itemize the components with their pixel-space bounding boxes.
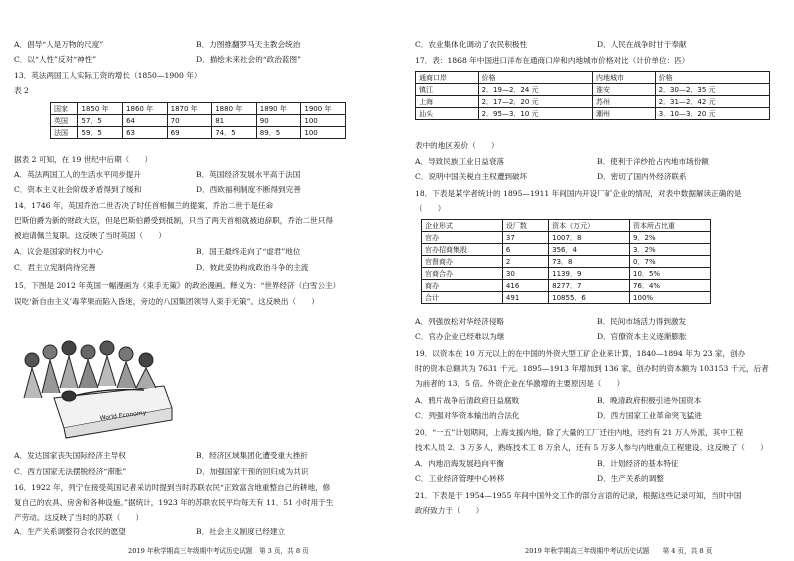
left-page-footer: 2019 年秋学期高三年级期中考试历史试题 第 3 页，共 8 页: [128, 547, 309, 555]
q17-option-a: A．导致民族工业日益衰落: [415, 157, 505, 166]
table-cell: 2．19—2．24 元: [478, 84, 592, 96]
table-cell: 上海: [416, 96, 479, 108]
q16-line-3: 产劳动。这反映了当时的苏联（ ）: [14, 513, 144, 522]
cartoon-caption: World Economy: [99, 409, 147, 422]
table-header-cell: 资本所占比重: [630, 220, 711, 232]
q20-line-1: 20．“一五”计划期间，上海支援内地，除了大量的工厂迁往内地，还约有 21 万人外派，其中工程: [415, 428, 744, 437]
table-header-cell: 1900 年: [301, 103, 346, 115]
q19-option-c: C．列强对华资本输出的合法化: [415, 411, 520, 420]
table-row: [416, 84, 770, 96]
table-cell: 63: [123, 127, 168, 139]
table-cell: 官办招商集股: [422, 244, 503, 256]
table-cell: 2．31—2．42 元: [655, 96, 769, 108]
q17-option-b: B．使利于洋纱抢占内地市场份额: [597, 157, 709, 166]
table-cell: 8277．7: [549, 280, 630, 292]
table-cell: 法国: [51, 127, 78, 139]
table-cell: 9．2%: [630, 232, 711, 244]
q20-line-2: 技术人员 2．3 万多人，熟练技术工 8 万余人，还有 5 万多人参与内地重点工程建设。这反映了（ ）: [415, 443, 768, 452]
q15-option-c: C．西方国家无法摆脱经济“滞胀”: [14, 467, 127, 476]
table-header-cell: 1860 年: [123, 103, 168, 115]
table-cell: 2．30—2．35 元: [655, 84, 769, 96]
q14-line-3: 被迫请佩兰复职。这反映了当时英国（ ）: [14, 231, 166, 240]
table-cell: 商办: [422, 280, 503, 292]
table-cell: 74．5: [212, 127, 257, 139]
table-header-cell: 1870 年: [167, 103, 212, 115]
table-cell: 官办: [422, 232, 503, 244]
q19-option-d: D．西方国家工业革命突飞猛进: [597, 411, 702, 420]
table-cell: 官督商办: [422, 256, 503, 268]
table-header-cell: 通商口岸: [416, 72, 479, 84]
table-cell: 90: [256, 115, 301, 127]
table-row: [416, 108, 770, 120]
table-cell: 10855．6: [549, 292, 630, 304]
table-row: [416, 96, 770, 108]
table-cell: 2: [502, 256, 548, 268]
table-cell: 3．2%: [630, 244, 711, 256]
table-cell: 30: [502, 268, 548, 280]
q18-line-1: 18．下表是某学者统计的 1895—1911 年间国内开设厂矿企业的情况，对表中数据解读正确的是: [415, 189, 742, 198]
q13-option-a: A．英法两国工人的生活水平同步提升: [14, 170, 141, 179]
q13-table-label: 表 2: [14, 86, 29, 95]
table-cell: 73．8: [549, 256, 630, 268]
table-cell: 76．4%: [630, 280, 711, 292]
q16-option-c: C．农业集体化调动了农民积极性: [415, 40, 528, 49]
table-cell: 英国: [51, 115, 78, 127]
q13-stem: 13．英法两国工人实际工资的增长（1850—1900 年）: [14, 71, 202, 80]
q15-line-1: 15．下图是 2012 年英国一幅漫画为《束手无策》的政治漫画。释义为：“世界经济（白雪公主）: [14, 281, 341, 290]
q17-price-table: [415, 71, 770, 120]
table-cell: 6: [502, 244, 548, 256]
q16-line-2: 复自己的农具、房舍和各种设施。”据统计，1923 年的苏联农民平均每天有 11．51 小时用于生: [14, 498, 334, 507]
table-cell: 10．5%: [630, 268, 711, 280]
table-row: [422, 280, 711, 292]
table-header-row: [422, 220, 711, 232]
table-header-cell: 价格: [655, 72, 769, 84]
q17-option-c: C．说明中国关税自主权遭到破坏: [415, 172, 528, 181]
table-cell: 69: [167, 127, 212, 139]
table-cell: 356．4: [549, 244, 630, 256]
table-cell: 合计: [422, 292, 503, 304]
q13-option-d: D．西欧福利制度不断得到完善: [196, 185, 301, 194]
table-header-row: [51, 103, 346, 115]
table-row: [422, 268, 711, 280]
q19-option-a: A．鸦片战争后清政府日益腐败: [415, 396, 520, 405]
table-cell: 59．5: [78, 127, 123, 139]
right-page: [397, 0, 794, 561]
table-cell: 官商合办: [422, 268, 503, 280]
right-page-footer: 2019 年秋学期高三年级期中考试历史试题 第 4 页，共 8 页: [525, 547, 713, 555]
q13-wage-table: [50, 102, 346, 139]
q13-option-c: C．资本主义社会阶级矛盾得到了缓和: [14, 185, 142, 194]
q14-line-1: 14．1746 年，英国乔治二世否决了时任首相佩兰的提案，乔治二世于是任命: [14, 201, 274, 210]
table-cell: 100%: [630, 292, 711, 304]
q12-option-d: D．描绘未来社会的“政治蓝图”: [196, 55, 301, 64]
q21-line-1: 21．下表是于 1954—1955 年间中国外交工作的部分言语的记录，根据这些记录可知，当时中国: [415, 491, 742, 500]
table-cell: 1139．9: [549, 268, 630, 280]
table-cell: 81: [212, 115, 257, 127]
q18-option-a: A．列强放松对华经济侵略: [415, 317, 505, 326]
q19-line-2: 时的资本总额共为 7631 千元。1895—1913 年增加到 136 家，创办时的资本额为 103153 千元，后者: [415, 364, 769, 373]
q21-line-2: 政府致力于（ ）: [415, 506, 484, 515]
q18-option-c: C．官办企业已经难以为继: [415, 332, 505, 341]
table-header-cell: 企业形式: [422, 220, 503, 232]
table-cell: 100: [301, 115, 346, 127]
table-cell: 淮安: [592, 84, 655, 96]
table-header-cell: 1890 年: [256, 103, 301, 115]
q16-option-b: B．社会主义制度已经建立: [196, 527, 286, 536]
table-cell: 3．10—3．20 元: [655, 108, 769, 120]
table-cell: 100: [301, 127, 346, 139]
table-cell: 0．7%: [630, 256, 711, 268]
q16-line-1: 16．1922 年，列宁在接受英国记者采访时提到当时苏联农民“正致富含地重整自己的耕地，修: [14, 483, 331, 492]
table-row: [422, 244, 711, 256]
table-header-cell: 1880 年: [212, 103, 257, 115]
q14-option-a: A．议会是国家的权力中心: [14, 247, 104, 256]
q14-option-c: C．君主立宪制尚待完善: [14, 263, 96, 272]
table-cell: 1007．8: [549, 232, 630, 244]
table-cell: 491: [502, 292, 548, 304]
table-header-cell: 国家: [51, 103, 78, 115]
table-cell: 汕头: [416, 108, 479, 120]
table-cell: 苏州: [592, 96, 655, 108]
q17-stem: 17．表：1868 年中国进口洋布在通商口岸和内地城市价格对比（计价单位：匹）: [415, 56, 690, 65]
table-header-cell: 资本（万元）: [549, 220, 630, 232]
q14-line-2: 巴斯伯爵为新的财政大臣，但是巴斯伯爵受到抵制，只当了两天首相就被迫辞职，乔治二世只得: [14, 216, 333, 225]
q13-option-b: B．英国经济发展水平高于法国: [196, 170, 301, 179]
table-header-row: [416, 72, 770, 84]
q14-option-b: B．国王最终走向了“虚君”地位: [196, 247, 301, 256]
q12-option-a: A．倡导“人是万物的尺度”: [14, 40, 104, 49]
table-cell: 镇江: [416, 84, 479, 96]
q18-line-2: （ ）: [415, 204, 446, 213]
table-row: [422, 292, 711, 304]
table-row: [422, 256, 711, 268]
q18-enterprise-table: [421, 219, 711, 304]
q18-option-b: B．民间市场活力得到激发: [597, 317, 687, 326]
q14-option-d: D．彼此妥协构成政治斗争的主流: [196, 263, 309, 272]
q12-option-b: B．力图推翻罗马天主教会统治: [196, 40, 301, 49]
q17-option-d: D．密切了国内外经济联系: [597, 172, 687, 181]
q19-option-b: B．晚清政府积极引进外国资本: [597, 396, 702, 405]
snow-white-cartoon-image: [14, 338, 174, 444]
q16-option-a: A．生产关系调整符合农民的愿望: [14, 527, 126, 536]
q15-line-2: 误吃‘新自由主义’毒苹果而陷入昏迷，旁边的八国集团领导人束手无策”。这反映出（ ）: [14, 297, 319, 306]
q20-option-b: B．计划经济的基本特征: [597, 459, 679, 468]
q12-option-c: C．以“人性”反对“神性”: [14, 55, 97, 64]
q19-line-1: 19．以资本在 10 万元以上的在中国的外资大型工矿企业来计算，1840—1894 年为 23 家，创办: [415, 349, 746, 358]
q19-line-3: 为前者的 13．5 倍。外资企业在华激增的主要原因是（ ）: [415, 379, 625, 388]
q15-option-a: A．发达国家丧失国际经济主导权: [14, 451, 126, 460]
q20-option-a: A．内地沿海发展趋向平衡: [415, 459, 505, 468]
table-cell: 潮州: [592, 108, 655, 120]
table-cell: 57．5: [78, 115, 123, 127]
q18-option-d: D．官僚资本主义逐渐膨胀: [597, 332, 687, 341]
q13-question: 据表 2 可知，在 19 世纪中后期（ ）: [14, 155, 153, 164]
table-cell: 70: [167, 115, 212, 127]
table-cell: 2．95—3．10 元: [478, 108, 592, 120]
table-row: [51, 127, 346, 139]
q15-option-d: D．加强国家干预的回归成为共识: [196, 467, 309, 476]
table-cell: 37: [502, 232, 548, 244]
q20-option-c: C．工业经济管理中心转移: [415, 474, 505, 483]
table-cell: 416: [502, 280, 548, 292]
table-cell: 2．17—2．20 元: [478, 96, 592, 108]
table-header-cell: 1850 年: [78, 103, 123, 115]
table-cell: 64: [123, 115, 168, 127]
table-header-cell: 内地城市: [592, 72, 655, 84]
q15-option-b: B．经济区域集团化遭受重大挫折: [196, 451, 308, 460]
q16-option-d: D．人民在战争时甘于奉献: [597, 40, 687, 49]
q20-option-d: D．生产关系的调整: [597, 474, 664, 483]
q17-question: 表中的地区差价（ ）: [415, 141, 499, 150]
table-header-cell: 设厂数: [502, 220, 548, 232]
table-row: [422, 232, 711, 244]
table-header-cell: 价格: [478, 72, 592, 84]
table-cell: 89．5: [256, 127, 301, 139]
table-row: [51, 115, 346, 127]
